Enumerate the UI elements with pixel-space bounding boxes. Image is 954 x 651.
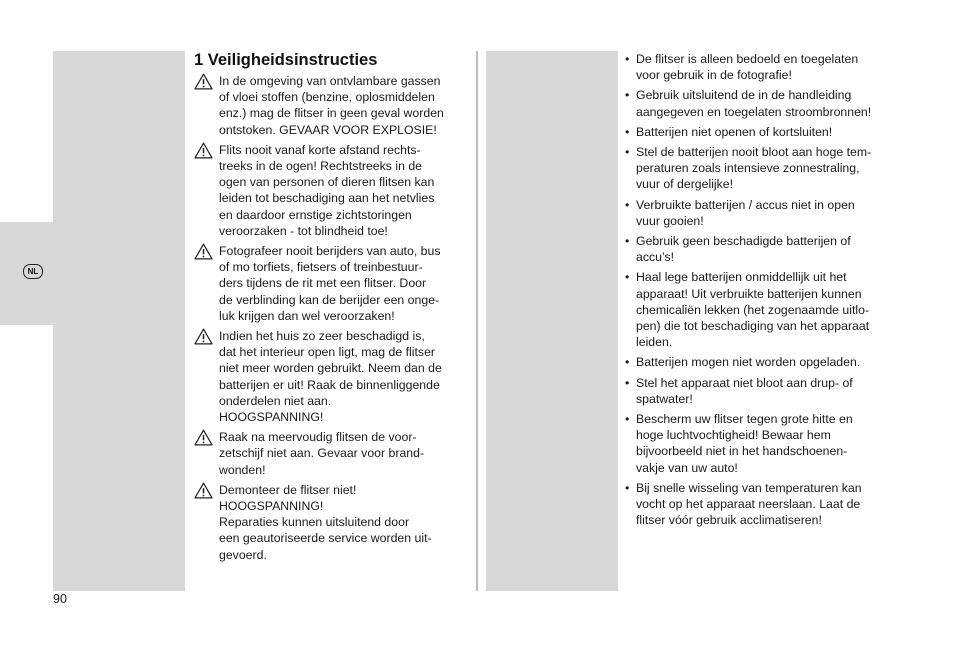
section-title: 1 Veiligheidsinstructies — [194, 51, 378, 69]
bullet-item — [625, 375, 905, 407]
battery-instruction-list — [625, 51, 905, 532]
warning-text-line: wonden! — [219, 462, 266, 477]
warning-text-line: ogen van personen of dieren flitsen kan — [219, 175, 435, 190]
safety-warning-list — [194, 73, 466, 567]
warning-text-line: zetschijf niet aan. Gevaar voor brand- — [219, 446, 425, 461]
bullet-text-line: pen) die tot beschadiging van het apparaat — [636, 319, 870, 334]
bullet-text-line: apparaat! Uit verbruikte batterijen kunnen — [636, 286, 862, 301]
bullet-text-line: peraturen zoals intensieve zonnestraling, — [636, 161, 860, 176]
bullet-icon: • — [625, 234, 630, 249]
warning-text-line: ders tijdens de rit met een flitser. Door — [219, 276, 427, 291]
bullet-text-line: bijvoorbeeld niet in het handschoenen- — [636, 444, 848, 459]
bullet-text-line: vocht op het apparaat neerslaan. Laat de — [636, 497, 861, 512]
warning-text-line: Indien het huis zo zeer beschadigd is, — [219, 329, 425, 344]
bullet-item — [625, 411, 905, 476]
warning-text-line: Raak na meervoudig flitsen de voor- — [219, 430, 417, 445]
bullet-item — [625, 269, 905, 350]
warning-text-line: Reparaties kunnen uitsluitend door — [219, 515, 410, 530]
bullet-text-line: Gebruik uitsluitend de in de handleiding — [636, 88, 852, 103]
bullet-text-line: accu’s! — [636, 250, 675, 265]
warning-text-line: Flits nooit vanaf korte afstand rechts- — [219, 142, 421, 157]
warning-text-line: ontstoken. GEVAAR VOOR EXPLOSIE! — [219, 122, 437, 137]
bullet-item — [625, 51, 905, 83]
warning-text-line: niet meer worden gebruikt. Neem dan de — [219, 361, 442, 376]
bullet-icon: • — [625, 197, 630, 212]
warning-text-line: leiden tot beschadiging aan het netvlies — [219, 191, 435, 206]
warning-item — [194, 328, 466, 425]
bullet-text-line: hoge luchtvochtigheid! Bewaar hem — [636, 428, 831, 443]
bullet-icon: • — [625, 52, 630, 66]
bullet-icon: • — [625, 355, 630, 370]
left-gray-margin-panel — [53, 51, 185, 591]
warning-text-line: of mo torfiets, fietsers of treinbestuur- — [219, 260, 423, 275]
bullet-text-line: spatwater! — [636, 391, 693, 406]
bullet-text-line: Stel de batterijen nooit bloot aan hoge tem- — [636, 145, 872, 160]
bullet-icon: • — [625, 145, 630, 160]
warning-text-line: of vloei stoffen (benzine, oplosmiddelen — [219, 90, 435, 105]
bullet-text-line: Gebruik geen beschadigde batterijen of — [636, 234, 851, 249]
bullet-text-line: Stel het apparaat niet bloot aan drup- of — [636, 375, 853, 390]
bullet-text-line: leiden. — [636, 335, 673, 350]
warning-text-line: gevoerd. — [219, 547, 267, 562]
bullet-text-line: De flitser is alleen bedoeld en toegelaten — [636, 52, 859, 66]
bullet-text-line: flitser vóór gebruik acclimatiseren! — [636, 513, 822, 528]
warning-triangle-icon — [194, 142, 213, 159]
bullet-icon: • — [625, 480, 630, 495]
warning-text-line: onderdelen niet aan. — [219, 393, 332, 408]
bullet-item — [625, 480, 905, 529]
warning-text-line: batterijen er uit! Raak de binnenliggende — [219, 377, 440, 392]
warning-text-line: treeks in de ogen! Rechtstreeks in de — [219, 159, 423, 174]
warning-text-line: en daardoor ernstige zichtstoringen — [219, 207, 412, 222]
warning-triangle-icon — [194, 73, 213, 90]
bullet-item — [625, 87, 905, 119]
bullet-text-line: Batterijen mogen niet worden opgeladen. — [636, 355, 861, 370]
warning-item — [194, 482, 466, 563]
warning-item — [194, 243, 466, 324]
warning-text-line: veroorzaken - tot blindheid toe! — [219, 223, 388, 238]
warning-item — [194, 429, 466, 478]
warning-text-line: Demonteer de flitser niet! — [219, 482, 357, 497]
bullet-item — [625, 197, 905, 229]
bullet-text-line: voor gebruik in de fotografie! — [636, 68, 792, 83]
warning-text-line: HOOGSPANNING! — [219, 410, 324, 425]
bullet-text-line: aangegeven en toegelaten stroombronnen! — [636, 104, 872, 119]
bullet-icon: • — [625, 375, 630, 390]
warning-triangle-icon — [194, 328, 213, 345]
bullet-item — [625, 354, 905, 370]
bullet-text-line: Verbruikte batterijen / accus niet in open — [636, 197, 855, 212]
warning-item — [194, 142, 466, 239]
bullet-icon: • — [625, 270, 630, 285]
bullet-icon: • — [625, 412, 630, 427]
warning-text-line: luk krijgen dan wel veroorzaken! — [219, 308, 395, 323]
column-divider — [476, 51, 478, 591]
bullet-text-line: vuur gooien! — [636, 213, 704, 228]
bullet-text-line: vuur of dergelijke! — [636, 177, 734, 192]
bullet-icon: • — [625, 124, 630, 139]
right-gray-margin-panel — [486, 51, 618, 591]
warning-text-line: In de omgeving van ontvlambare gassen — [219, 74, 441, 88]
bullet-text-line: Haal lege batterijen onmiddellijk uit het — [636, 270, 847, 285]
bullet-icon: • — [625, 88, 630, 103]
bullet-item — [625, 233, 905, 265]
warning-triangle-icon — [194, 429, 213, 446]
bullet-text-line: vakje van uw auto! — [636, 460, 738, 475]
warning-triangle-icon — [194, 243, 213, 260]
warning-text-line: Fotografeer nooit berijders van auto, bus — [219, 244, 441, 259]
warning-text-line: een geautoriseerde service worden uit- — [219, 531, 432, 546]
language-badge: NL — [23, 264, 43, 279]
bullet-item — [625, 144, 905, 193]
warning-text-line: de verblinding kan de berijder een onge- — [219, 292, 440, 307]
warning-triangle-icon — [194, 482, 213, 499]
warning-text-line: enz.) mag de flitser in geen geval worden — [219, 106, 444, 121]
bullet-text-line: Bescherm uw flitser tegen grote hitte en — [636, 412, 853, 427]
bullet-item — [625, 124, 905, 140]
warning-text-line: HOOGSPANNING! — [219, 499, 324, 514]
bullet-text-line: chemicaliën lekken (het zogenaamde uitlo- — [636, 302, 870, 317]
warning-text-line: dat het interieur open ligt, mag de flitser — [219, 345, 436, 360]
bullet-text-line: Bij snelle wisseling van temperaturen kan — [636, 480, 862, 495]
bullet-text-line: Batterijen niet openen of kortsluiten! — [636, 124, 833, 139]
warning-item — [194, 73, 466, 138]
page-number: 90 — [53, 592, 67, 606]
